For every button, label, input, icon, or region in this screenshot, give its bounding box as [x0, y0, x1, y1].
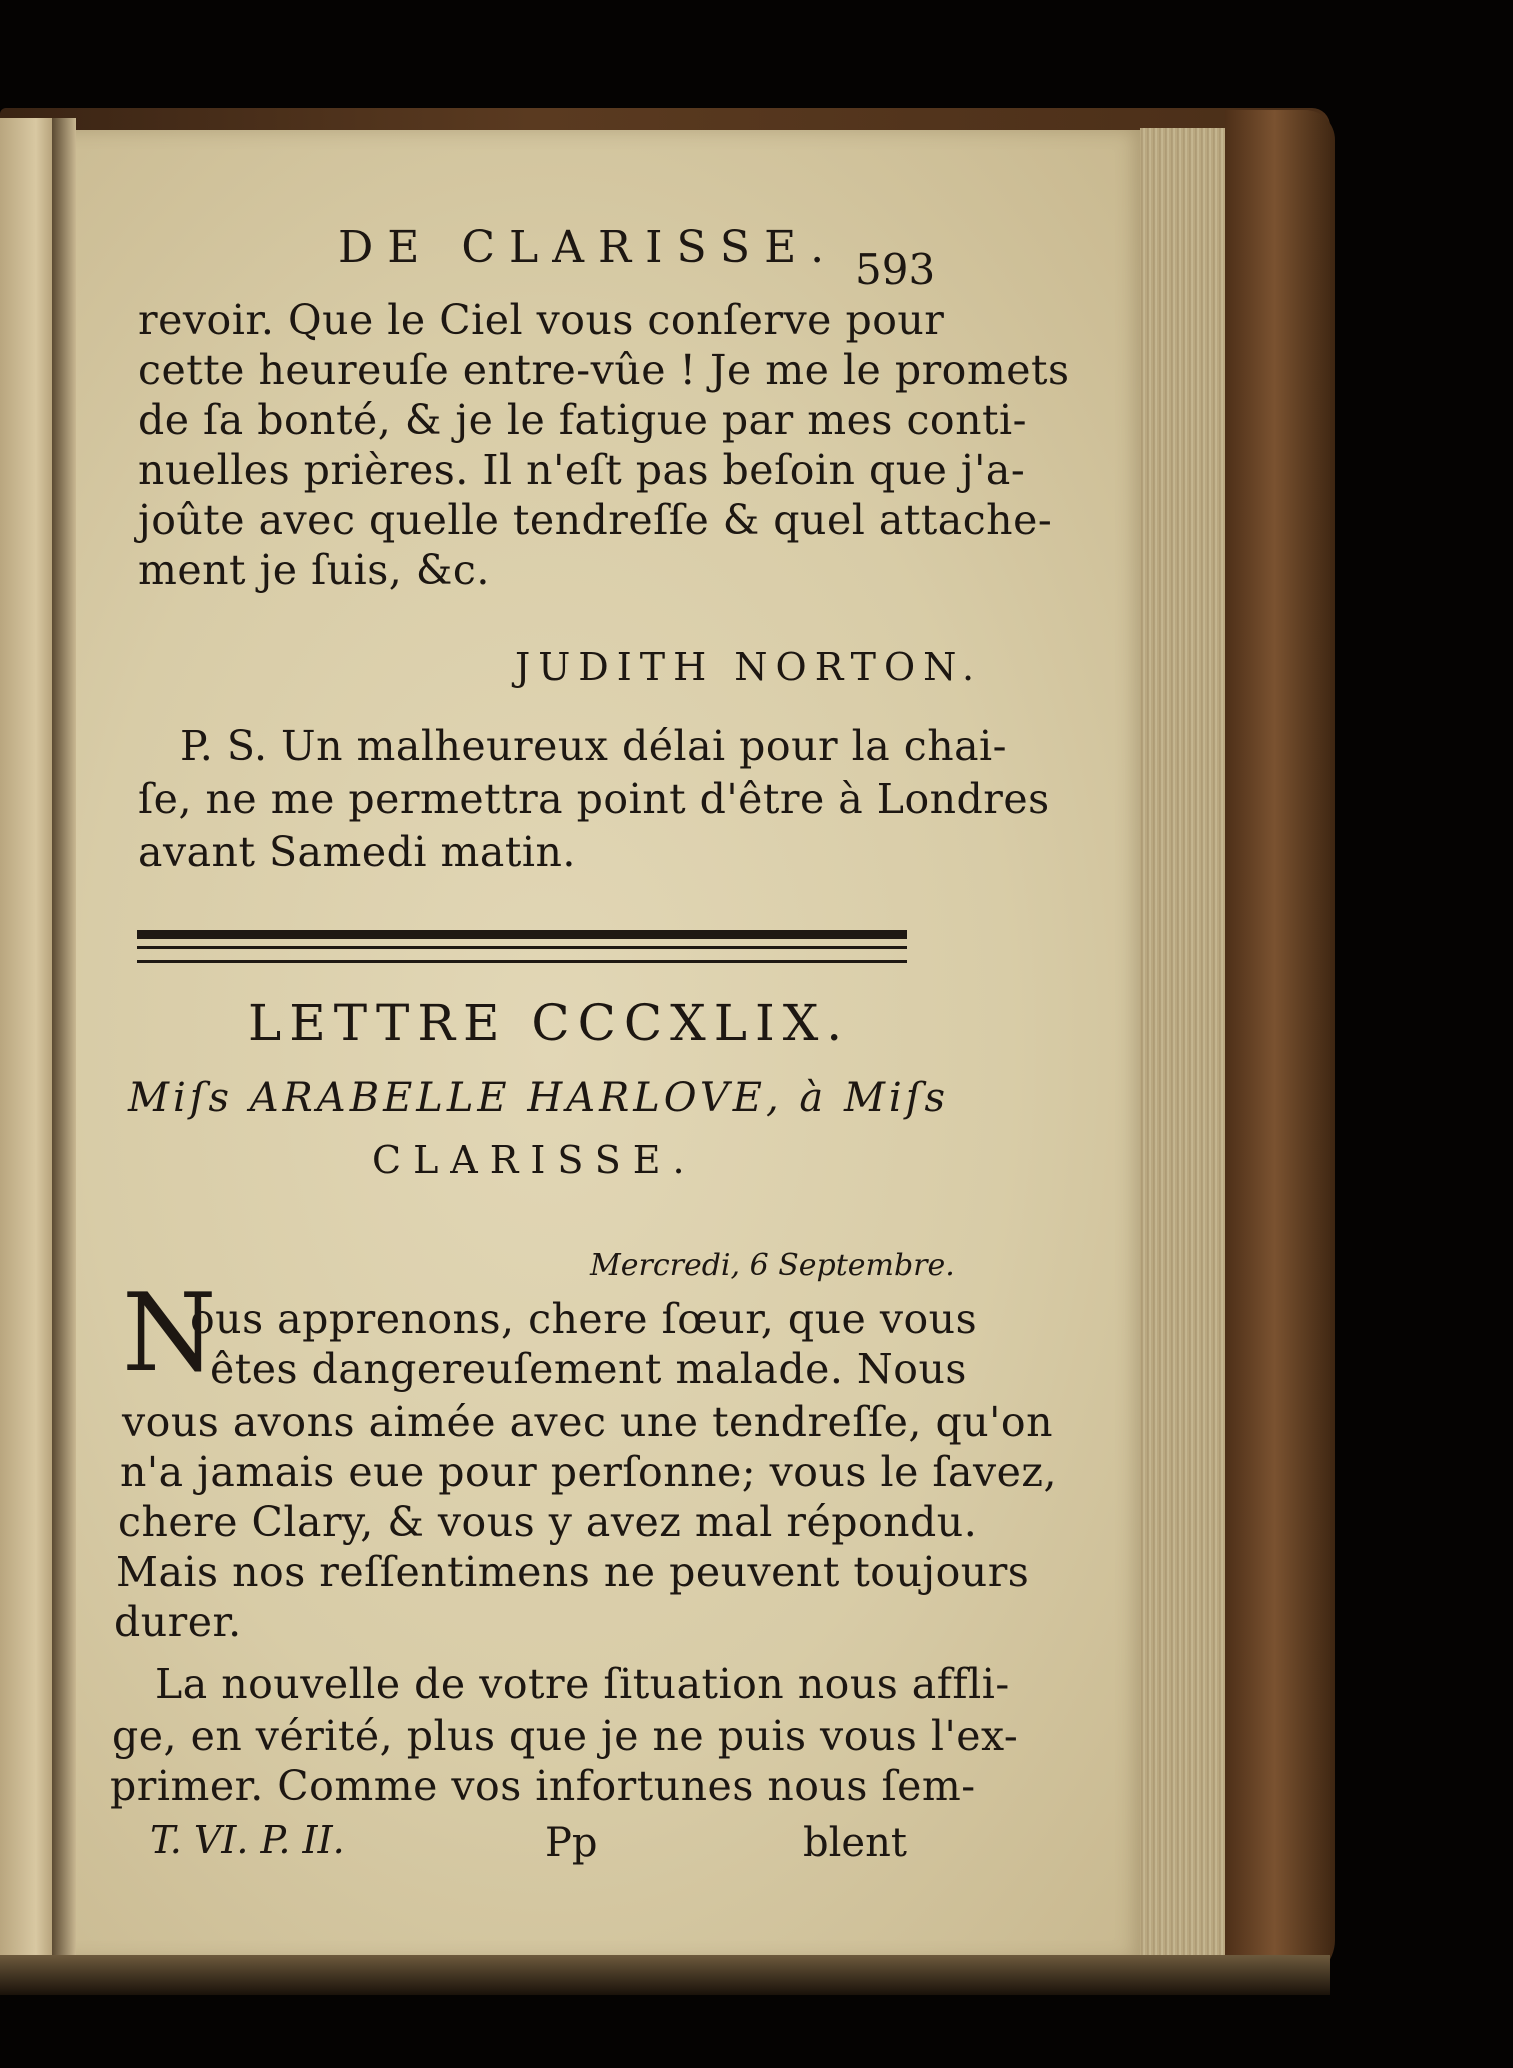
text-line: cette heureuſe entre-vûe ! Je me le promets	[138, 346, 1070, 394]
spine-gutter	[52, 118, 76, 1968]
text-line: La nouvelle de votre ſituation nous affli-	[155, 1660, 1010, 1708]
text-line: primer. Comme vos infortunes nous ſem-	[110, 1762, 976, 1810]
letter-address: Miſs ARABELLE HARLOVE, à Miſs	[128, 1075, 950, 1121]
text-line: chere Clary, & vous y avez mal répondu.	[118, 1498, 978, 1546]
text-line: ge, en vérité, plus que je ne puis vous l'ex-	[112, 1712, 1019, 1760]
separator-rule-thick	[137, 930, 907, 939]
text-line: durer.	[114, 1598, 242, 1646]
letter-date: Mercredi, 6 Septembre.	[590, 1248, 955, 1283]
text-line: ous apprenons, chere ſœur, que vous	[190, 1295, 978, 1343]
text-line: de ſa bonté, & je le fatigue par mes conti-	[138, 396, 1027, 444]
postscript-line: P. S. Un malheureux délai pour la chai-	[180, 722, 1008, 770]
signature-mark: T. VI. P. II.	[150, 1818, 345, 1862]
letter-title: LETTRE CCCXLIX.	[248, 994, 851, 1052]
text-line: revoir. Que le Ciel vous conſerve pour	[138, 296, 945, 344]
page-number: 593	[855, 245, 936, 294]
text-line: nuelles prières. Il n'eſt pas beſoin que j'a-	[138, 446, 1026, 494]
text-line: vous avons aimée avec une tendreſſe, qu'on	[122, 1398, 1054, 1446]
text-line: n'a jamais eue pour perſonne; vous le ſavez,	[120, 1448, 1058, 1496]
letter-address: CLARISSE.	[372, 1138, 697, 1182]
gathering-mark: Pp	[545, 1820, 598, 1866]
separator-rule-thin	[137, 946, 907, 949]
text-line: Mais nos reſſentimens ne peuvent toujours	[116, 1548, 1030, 1596]
book-cover-edge	[1225, 110, 1335, 1980]
postscript-line: ſe, ne me permettra point d'être à Londres	[138, 775, 1050, 823]
left-page-edge	[0, 118, 60, 1968]
text-line: êtes dangereuſement malade. Nous	[210, 1345, 967, 1393]
catchword: blent	[803, 1820, 907, 1866]
letter-signature: JUDITH NORTON.	[515, 645, 983, 689]
book-bottom-edge	[0, 1955, 1330, 1995]
running-title: DE CLARISSE.	[338, 222, 839, 273]
postscript-line: avant Samedi matin.	[138, 828, 576, 876]
text-line: ment je ſuis, &c.	[138, 546, 490, 594]
text-line: joûte avec quelle tendreſſe & quel attache-	[138, 496, 1053, 544]
drop-cap: N	[122, 1271, 217, 1396]
separator-rule-thin	[137, 960, 907, 963]
